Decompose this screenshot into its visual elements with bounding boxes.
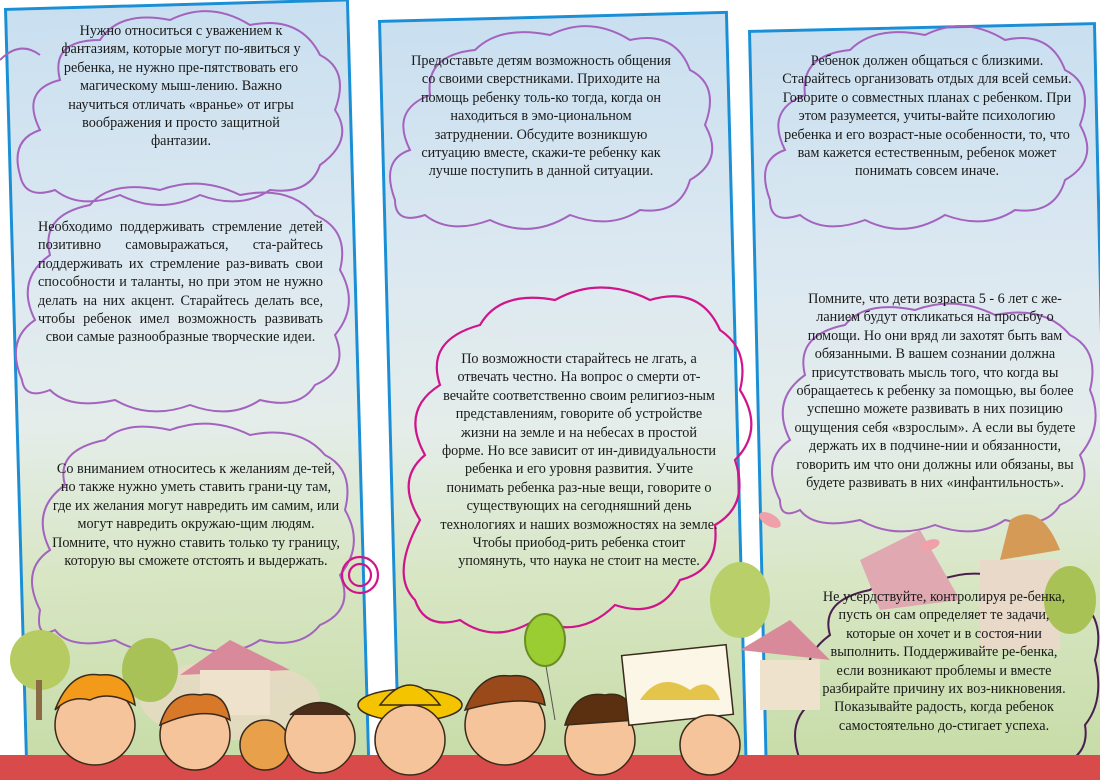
panel-middle-text-1: Предоставьте детям возможность общения со своими сверстниками. Приходите на помощь ребенку толь-ко тогда, когда он находиться в эмо-циональном затруднении. Обсудите возникшую ситуацию вместе, скажи-те ребенку как лучше поступить в данной ситуации.: [411, 53, 671, 180]
panel-left-text-2: Необходимо поддерживать стремление детей позитивно самовыражаться, ста-райтесь поддерживать их стремление раз-вивать свои способности и таланты, но при этом не нужно делать на них акцент. Старайтесь делать все, чтобы ребенок имел возможность развивать свои самые разнообразные творческие идеи.: [38, 219, 323, 346]
panel-right-text-3: Не усердствуйте, контролируя ре-бенка, пусть он сам определяет те задачи, которые он хочет и в состоя-нии выполнить. Поддерживайте ре-бенка, если возникают проблемы и вместе разбирайте причину их воз-никновения. Показывайте радость, когда ребенок самостоятельно до-стигает успеха.: [822, 589, 1066, 734]
panel-left-text-1: Нужно относиться с уважением к фантазиям, которые могут по-явиться у ребенка, не нужно пре-пятствовать его магическому мыш-лению. Важно научиться отличать «вранье» от игры воображения и просто защитной фантазии.: [61, 23, 301, 150]
panel-right-text-1: Ребенок должен общаться с близкими. Старайтесь организовать отдых для всей семьи. Говорите о совместных планах с ребенком. При этом разумеется, учиты-вайте психологию ребенка и его возраст-ные особенности, то, что вам кажется естественным, ребенок может понимать совсем иначе.: [782, 53, 1072, 180]
panel-left-text-3: Со вниманием относитесь к желаниям де-тей, но также нужно уметь ставить грани-цу там, где их желания могут навредить им самим, или могут навредить окружаю-щим людям. Помните, что нужно ставить только ту границу, которую вы сможете отстоять и выдержать.: [52, 461, 340, 570]
panel-middle-text-2: По возможности старайтесь не лгать, а отвечать честно. На вопрос о смерти от-вечайте соответственно своим религиоз-ным представлениям, говорите об устройстве жизни на земле и на небесах в простой форме. Но все зависит от ин-дивидуальности ребенка и его уровня развития. Учите понимать ребенка раз-ные вещи, говорите о существующих на сегодняшний день технологиях и наших возможностях на земле. Чтобы приобод-рить ребенка стоит упомянуть, что наука не стоит на месте.: [440, 351, 718, 570]
panel-right-text-2: Помните, что дети возраста 5 - 6 лет с же-ланием будут откликаться на просьбу о помощи. Но они вряд ли захотят быть вам обязанными. В вашем сознании должна присутствовать мысль того, что когда вы обращаетесь к ребенку за помощью, вы более успешно можете развивать в них позицию ощущения себя «взрослым». А если вы будете держать их в подчине-нии и обязанности, говорить им что они должны или обязаны, вы будете развивать в них «инфантильность».: [794, 291, 1076, 492]
